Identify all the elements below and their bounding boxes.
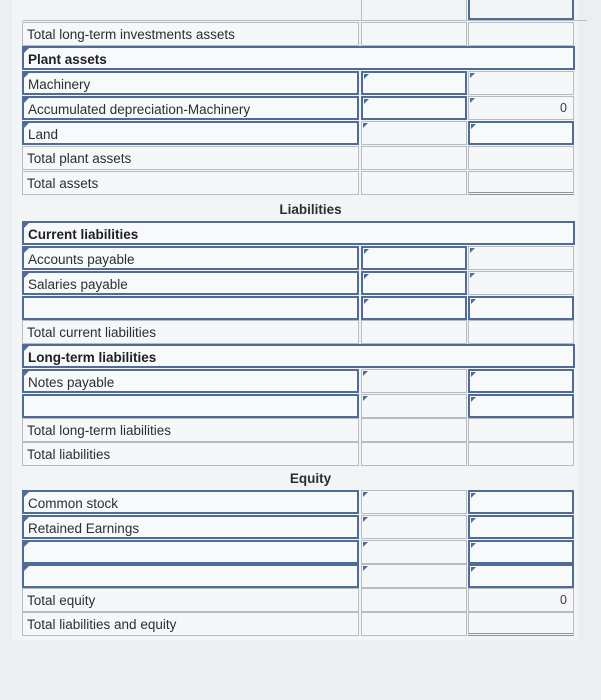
row-total-equity bbox=[22, 588, 575, 613]
machinery-amount-input[interactable] bbox=[361, 71, 467, 95]
retained-earnings-total-input[interactable] bbox=[468, 515, 574, 539]
machinery-total-cell bbox=[468, 71, 574, 95]
total-assets-label: Total assets bbox=[27, 176, 99, 191]
row-plant-assets-header bbox=[22, 46, 588, 71]
blank-amount-cell bbox=[361, 394, 467, 418]
accum-depr-label-input[interactable] bbox=[22, 96, 359, 120]
balance-sheet-form bbox=[12, 0, 578, 640]
accum-depr-value: 0 bbox=[560, 101, 567, 115]
total-cell bbox=[468, 442, 574, 466]
row-notes-payable bbox=[22, 369, 575, 394]
label-cell bbox=[22, 418, 359, 442]
label-cell bbox=[22, 612, 359, 636]
accounts-payable-amount-input[interactable] bbox=[361, 246, 467, 270]
top-row-edge bbox=[22, 0, 587, 21]
blank-amount-cell bbox=[361, 564, 467, 588]
row-current-liabilities-header bbox=[22, 221, 588, 246]
total-cell bbox=[468, 320, 574, 344]
total-liab-equity-label: Total liabilities and equity bbox=[27, 617, 177, 632]
total-cell bbox=[468, 22, 574, 46]
blank-label-input[interactable] bbox=[22, 394, 359, 418]
amount-cell bbox=[361, 171, 467, 195]
row-common-stock bbox=[22, 490, 575, 515]
accum-depr-label: Accumulated depreciation-Machinery bbox=[28, 102, 251, 117]
row-total-assets bbox=[22, 171, 575, 196]
accounts-payable-label: Accounts payable bbox=[28, 252, 135, 267]
label-cell bbox=[22, 146, 359, 170]
retained-earnings-amount-cell bbox=[361, 515, 467, 539]
accounts-payable-total-cell bbox=[468, 246, 574, 270]
longterm-liabilities-header: Long-term liabilities bbox=[28, 350, 157, 365]
total-current-liabilities-label: Total current liabilities bbox=[27, 325, 157, 340]
total-cell bbox=[468, 588, 574, 612]
notes-payable-amount-cell bbox=[361, 369, 467, 393]
row-blank-equity-2 bbox=[22, 564, 575, 589]
blank-total-input[interactable] bbox=[468, 394, 574, 418]
amount-cell bbox=[361, 418, 467, 442]
total-equity-label: Total equity bbox=[27, 593, 96, 608]
total-lt-investments-label: Total long-term investments assets bbox=[27, 27, 235, 42]
machinery-label-input[interactable] bbox=[22, 71, 359, 95]
current-liabilities-header-cell[interactable] bbox=[22, 221, 575, 245]
common-stock-label-input[interactable] bbox=[22, 490, 359, 514]
liabilities-section-title: Liabilities bbox=[279, 202, 342, 217]
total-plant-assets-label: Total plant assets bbox=[27, 151, 132, 166]
row-total-plant-assets bbox=[22, 146, 575, 171]
blank-label-input[interactable] bbox=[22, 296, 359, 320]
row-total-current-liabilities bbox=[22, 320, 575, 345]
amount-cell bbox=[361, 442, 467, 466]
label-cell bbox=[22, 22, 359, 46]
label-cell bbox=[22, 320, 359, 344]
blank-total-input[interactable] bbox=[468, 540, 574, 564]
row-total-lt-investments bbox=[22, 22, 575, 47]
equity-section-title: Equity bbox=[289, 471, 332, 486]
salaries-payable-label-input[interactable] bbox=[22, 271, 359, 295]
notes-payable-label: Notes payable bbox=[28, 375, 115, 390]
row-machinery bbox=[22, 71, 575, 96]
amount-cell bbox=[361, 22, 467, 46]
land-amount-cell bbox=[361, 121, 467, 145]
row-accum-depr bbox=[22, 96, 575, 121]
row-accounts-payable bbox=[22, 246, 575, 271]
label-cell bbox=[22, 171, 359, 195]
total-equity-value: 0 bbox=[560, 593, 567, 607]
blank-label-input[interactable] bbox=[22, 540, 359, 564]
land-total-input[interactable] bbox=[468, 121, 574, 145]
notes-payable-total-input[interactable] bbox=[468, 369, 574, 393]
accum-depr-total-cell bbox=[468, 96, 574, 120]
machinery-label: Machinery bbox=[28, 77, 91, 92]
total-liabilities-label: Total liabilities bbox=[27, 447, 111, 462]
land-label-input[interactable] bbox=[22, 121, 359, 145]
row-salaries-payable bbox=[22, 271, 575, 296]
land-label: Land bbox=[28, 127, 59, 142]
amount-cell bbox=[361, 612, 467, 636]
salaries-payable-label: Salaries payable bbox=[28, 277, 128, 292]
total-longterm-liabilities-label: Total long-term liabilities bbox=[27, 423, 172, 438]
blank-label-input[interactable] bbox=[22, 564, 359, 588]
amount-cell bbox=[361, 320, 467, 344]
common-stock-total-input[interactable] bbox=[468, 490, 574, 514]
row-total-longterm-liabilities bbox=[22, 418, 575, 443]
blank-total-input[interactable] bbox=[468, 296, 574, 320]
total-cell bbox=[468, 146, 574, 170]
amount-cell bbox=[361, 588, 467, 612]
common-stock-amount-cell bbox=[361, 490, 467, 514]
label-cell bbox=[22, 588, 359, 612]
blank-total-input[interactable] bbox=[468, 564, 574, 588]
row-blank-equity-1 bbox=[22, 540, 575, 565]
row-blank-longterm bbox=[22, 394, 575, 419]
plant-assets-header: Plant assets bbox=[28, 52, 107, 67]
retained-earnings-label: Retained Earnings bbox=[28, 521, 140, 536]
total-cell bbox=[468, 171, 574, 195]
blank-amount-input[interactable] bbox=[361, 296, 467, 320]
common-stock-label: Common stock bbox=[28, 496, 119, 511]
total-cell bbox=[468, 612, 574, 636]
total-cell bbox=[468, 418, 574, 442]
current-liabilities-header: Current liabilities bbox=[28, 227, 139, 242]
row-total-liabilities bbox=[22, 442, 575, 467]
row-total-liabilities-equity bbox=[22, 612, 575, 637]
row-land bbox=[22, 121, 575, 146]
blank-amount-cell bbox=[361, 540, 467, 564]
longterm-liabilities-header-cell[interactable] bbox=[22, 344, 575, 368]
plant-assets-header-cell[interactable] bbox=[22, 46, 575, 70]
row-longterm-liabilities-header bbox=[22, 344, 588, 369]
amount-cell bbox=[361, 146, 467, 170]
accum-depr-amount-input[interactable] bbox=[361, 96, 467, 120]
row-retained-earnings bbox=[22, 515, 575, 540]
row-blank-current bbox=[22, 296, 575, 321]
retained-earnings-label-input[interactable] bbox=[22, 515, 359, 539]
salaries-payable-total-cell bbox=[468, 271, 574, 295]
label-cell bbox=[22, 442, 359, 466]
notes-payable-label-input[interactable] bbox=[22, 369, 359, 393]
accounts-payable-label-input[interactable] bbox=[22, 246, 359, 270]
salaries-payable-amount-input[interactable] bbox=[361, 271, 467, 295]
